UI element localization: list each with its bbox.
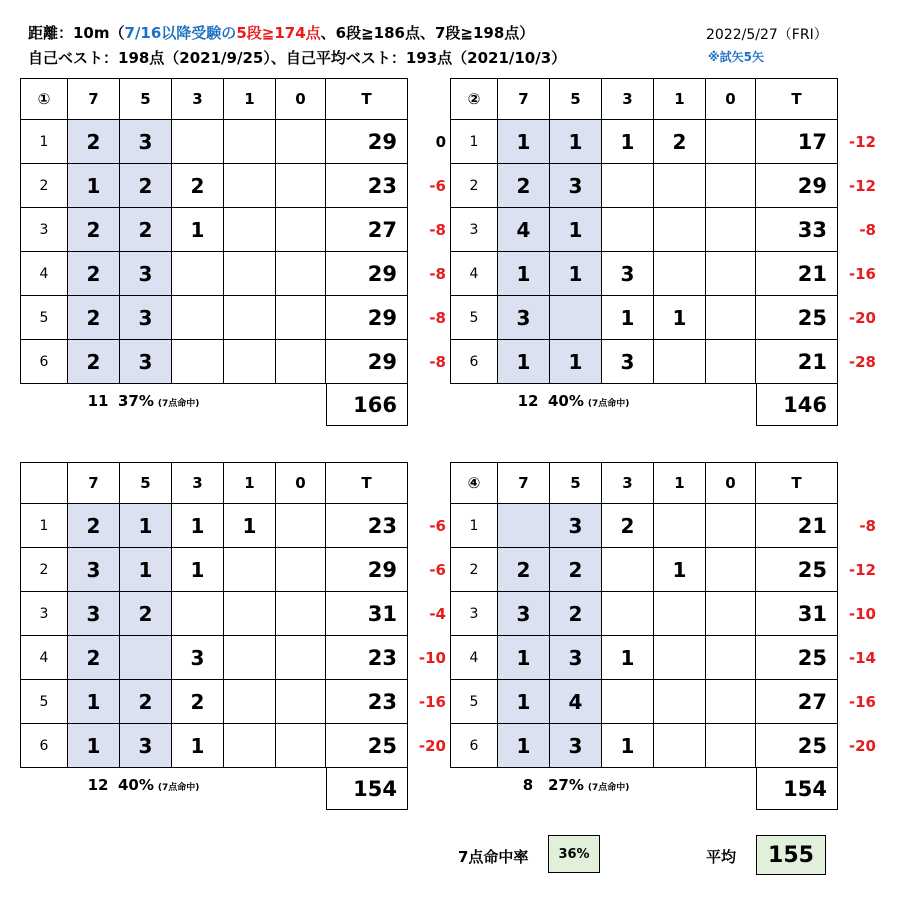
end-number: 2 (450, 548, 498, 592)
score-count-cell (706, 208, 756, 252)
column-header-1: 1 (654, 462, 706, 504)
average-value: 155 (756, 835, 826, 875)
end-total: 23 (326, 680, 408, 724)
score-count-cell: 2 (550, 548, 602, 592)
end-total: 21 (756, 252, 838, 296)
score-count-cell (224, 296, 276, 340)
sheet-sum: 154 (326, 768, 408, 810)
score-count-cell (120, 636, 172, 680)
end-total: 21 (756, 504, 838, 548)
score-count-cell (276, 208, 326, 252)
score-count-cell: 3 (550, 636, 602, 680)
score-count-cell (276, 164, 326, 208)
score-count-cell: 3 (602, 340, 654, 384)
diff-vs-max: -8 (429, 309, 446, 327)
score-count-cell (276, 636, 326, 680)
score-count-cell: 1 (172, 548, 224, 592)
hit-summary (80, 392, 199, 410)
score-count-cell (654, 252, 706, 296)
score-table-4 (450, 462, 876, 812)
end-number: 6 (20, 340, 68, 384)
hit-summary (510, 392, 629, 410)
column-header-5: 5 (550, 462, 602, 504)
score-count-cell (550, 296, 602, 340)
diff-vs-max: -8 (429, 221, 446, 239)
end-total: 25 (756, 636, 838, 680)
session-date: 2022/5/27（FRI） (706, 27, 828, 43)
seven-hit-label: (7点命中) (587, 783, 630, 793)
score-count-cell: 3 (120, 296, 172, 340)
score-count-cell: 2 (550, 592, 602, 636)
score-count-cell: 1 (602, 636, 654, 680)
diff-vs-max: -8 (429, 353, 446, 371)
end-total: 27 (756, 680, 838, 724)
score-count-cell (654, 724, 706, 768)
seven-hit-percent: 37% (118, 392, 154, 410)
score-count-cell: 3 (120, 252, 172, 296)
diff-vs-max: -8 (429, 265, 446, 283)
end-total: 29 (326, 340, 408, 384)
column-header-0: 0 (276, 462, 326, 504)
dan5-threshold-text: 5段≧174点 (236, 24, 321, 42)
end-number: 1 (20, 504, 68, 548)
score-count-cell (224, 252, 276, 296)
column-header-3: 3 (602, 462, 654, 504)
score-count-cell: 2 (68, 252, 120, 296)
diff-vs-max: -20 (848, 737, 876, 755)
score-count-cell (706, 724, 756, 768)
score-count-cell: 3 (550, 164, 602, 208)
score-count-cell (654, 164, 706, 208)
end-number: 4 (20, 252, 68, 296)
table-label-cell (20, 462, 68, 504)
end-number: 3 (450, 208, 498, 252)
score-count-cell (224, 636, 276, 680)
end-total: 21 (756, 340, 838, 384)
dan-thresholds-text: 、6段≧186点、7段≧198点） (320, 24, 535, 42)
end-number: 5 (450, 296, 498, 340)
score-count-cell: 2 (68, 504, 120, 548)
score-count-cell (224, 680, 276, 724)
column-header-T: T (326, 462, 408, 504)
end-number: 2 (450, 164, 498, 208)
end-total: 31 (326, 592, 408, 636)
score-count-cell: 1 (602, 724, 654, 768)
end-total: 31 (756, 592, 838, 636)
exam-date-text: 7/16以降受験の (124, 24, 237, 42)
end-total: 25 (756, 296, 838, 340)
hit-summary (510, 776, 629, 794)
seven-hit-count: 12 (87, 776, 109, 794)
end-total: 23 (326, 164, 408, 208)
practice-arrow-note: ※試矢5矢 (708, 50, 765, 64)
end-total: 29 (326, 548, 408, 592)
score-count-cell (706, 340, 756, 384)
score-count-cell (276, 592, 326, 636)
seven-hit-percent: 40% (118, 776, 154, 794)
end-number: 2 (20, 164, 68, 208)
end-number: 3 (20, 208, 68, 252)
score-count-cell: 2 (68, 208, 120, 252)
diff-vs-max: -20 (418, 737, 446, 755)
diff-vs-max: -8 (859, 221, 876, 239)
diff-vs-max: -8 (859, 517, 876, 535)
column-header-5: 5 (120, 462, 172, 504)
score-count-cell (706, 548, 756, 592)
score-count-cell (706, 504, 756, 548)
column-header-3: 3 (602, 78, 654, 120)
score-count-cell: 2 (68, 636, 120, 680)
end-total: 23 (326, 636, 408, 680)
score-count-cell: 1 (550, 208, 602, 252)
score-table-2 (450, 78, 876, 428)
score-count-cell: 1 (498, 252, 550, 296)
end-number: 6 (450, 724, 498, 768)
hit-rate-value: 36% (548, 835, 600, 873)
column-header-7: 7 (68, 462, 120, 504)
sheet-sum: 154 (756, 768, 838, 810)
score-count-cell (654, 636, 706, 680)
score-count-cell (654, 592, 706, 636)
end-number: 3 (20, 592, 68, 636)
score-count-cell (706, 636, 756, 680)
average-label: 平均 (706, 848, 737, 866)
column-header-T: T (326, 78, 408, 120)
end-total: 25 (756, 724, 838, 768)
score-count-cell: 1 (172, 504, 224, 548)
seven-hit-percent: 40% (548, 392, 584, 410)
end-total: 29 (326, 296, 408, 340)
seven-hit-label: (7点命中) (157, 399, 200, 409)
score-count-cell: 2 (498, 164, 550, 208)
score-count-cell (224, 120, 276, 164)
end-number: 6 (20, 724, 68, 768)
score-count-cell (276, 680, 326, 724)
score-count-cell (224, 208, 276, 252)
score-table-3 (20, 462, 446, 812)
column-header-T: T (756, 78, 838, 120)
column-header-3: 3 (172, 78, 224, 120)
score-count-cell: 1 (224, 504, 276, 548)
column-header-0: 0 (706, 78, 756, 120)
column-header-1: 1 (224, 462, 276, 504)
column-header-7: 7 (68, 78, 120, 120)
score-count-cell (276, 296, 326, 340)
diff-vs-max: -20 (848, 309, 876, 327)
score-count-cell: 3 (68, 592, 120, 636)
score-count-cell (706, 296, 756, 340)
score-count-cell: 3 (550, 724, 602, 768)
score-count-cell (276, 120, 326, 164)
score-count-cell (276, 724, 326, 768)
score-count-cell: 1 (498, 724, 550, 768)
table-label-cell: ① (20, 78, 68, 120)
score-count-cell (602, 680, 654, 724)
end-total: 17 (756, 120, 838, 164)
end-total: 25 (756, 548, 838, 592)
score-count-cell (706, 120, 756, 164)
column-header-1: 1 (654, 78, 706, 120)
diff-vs-max: 0 (435, 133, 446, 151)
score-count-cell: 1 (498, 120, 550, 164)
score-count-cell (654, 504, 706, 548)
diff-vs-max: -16 (848, 265, 876, 283)
seven-hit-percent: 27% (548, 776, 584, 794)
score-count-cell (172, 592, 224, 636)
personal-best-line: 自己ベスト：198点（2021/9/25）、自己平均ベスト：193点（2021/10/3） (28, 49, 567, 67)
score-count-cell (172, 340, 224, 384)
diff-vs-max: -6 (429, 561, 446, 579)
diff-vs-max: -6 (429, 177, 446, 195)
table-label-cell: ② (450, 78, 498, 120)
score-table-1 (20, 78, 446, 428)
hit-summary (80, 776, 199, 794)
score-count-cell: 2 (68, 120, 120, 164)
column-header-5: 5 (550, 78, 602, 120)
score-count-cell (706, 252, 756, 296)
score-count-cell (706, 164, 756, 208)
column-header-T: T (756, 462, 838, 504)
score-count-cell (602, 592, 654, 636)
diff-vs-max: -28 (848, 353, 876, 371)
score-count-cell: 2 (68, 296, 120, 340)
score-count-cell: 2 (654, 120, 706, 164)
score-count-cell: 1 (654, 548, 706, 592)
score-count-cell (706, 680, 756, 724)
score-count-cell: 1 (120, 548, 172, 592)
end-number: 4 (20, 636, 68, 680)
score-count-cell: 1 (550, 340, 602, 384)
score-count-cell: 3 (120, 120, 172, 164)
end-number: 3 (450, 592, 498, 636)
column-header-3: 3 (172, 462, 224, 504)
score-count-cell: 2 (120, 592, 172, 636)
end-number: 6 (450, 340, 498, 384)
column-header-7: 7 (498, 78, 550, 120)
score-count-cell: 3 (498, 296, 550, 340)
seven-hit-label: (7点命中) (587, 399, 630, 409)
table-label-cell: ④ (450, 462, 498, 504)
score-count-cell: 4 (498, 208, 550, 252)
score-count-cell: 1 (172, 724, 224, 768)
end-total: 25 (326, 724, 408, 768)
diff-vs-max: -10 (848, 605, 876, 623)
score-count-cell: 1 (68, 164, 120, 208)
end-number: 5 (20, 296, 68, 340)
sheet-sum: 166 (326, 384, 408, 426)
seven-hit-count: 8 (522, 776, 534, 794)
column-header-5: 5 (120, 78, 172, 120)
score-count-cell: 2 (498, 548, 550, 592)
score-count-cell (276, 504, 326, 548)
score-count-cell (654, 340, 706, 384)
score-count-cell: 1 (654, 296, 706, 340)
end-number: 2 (20, 548, 68, 592)
score-count-cell (224, 548, 276, 592)
column-header-7: 7 (498, 462, 550, 504)
score-count-cell (276, 548, 326, 592)
score-count-cell (172, 120, 224, 164)
score-count-cell (224, 592, 276, 636)
score-count-cell: 1 (68, 680, 120, 724)
score-count-cell (654, 208, 706, 252)
score-count-cell: 1 (498, 340, 550, 384)
score-count-cell: 3 (602, 252, 654, 296)
column-header-0: 0 (706, 462, 756, 504)
score-count-cell: 1 (602, 296, 654, 340)
column-header-1: 1 (224, 78, 276, 120)
score-count-cell: 1 (120, 504, 172, 548)
diff-vs-max: -10 (418, 649, 446, 667)
diff-vs-max: -16 (848, 693, 876, 711)
score-count-cell: 3 (120, 724, 172, 768)
score-count-cell: 2 (120, 164, 172, 208)
score-count-cell: 3 (120, 340, 172, 384)
diff-vs-max: -4 (429, 605, 446, 623)
score-count-cell: 3 (68, 548, 120, 592)
sheet-sum: 146 (756, 384, 838, 426)
seven-hit-label: (7点命中) (157, 783, 200, 793)
distance-text: 距離：10m（ (28, 24, 125, 42)
score-count-cell (276, 252, 326, 296)
diff-vs-max: -12 (848, 133, 876, 151)
diff-vs-max: -12 (848, 177, 876, 195)
score-count-cell: 2 (172, 680, 224, 724)
hit-rate-label: 7点命中率 (458, 848, 529, 866)
score-count-cell: 3 (172, 636, 224, 680)
score-count-cell: 2 (602, 504, 654, 548)
score-count-cell (602, 208, 654, 252)
distance-rule-line (28, 22, 534, 43)
score-count-cell (498, 504, 550, 548)
column-header-0: 0 (276, 78, 326, 120)
end-total: 23 (326, 504, 408, 548)
score-count-cell (602, 164, 654, 208)
score-count-cell: 1 (550, 120, 602, 164)
score-count-cell (172, 252, 224, 296)
score-count-cell (602, 548, 654, 592)
end-number: 1 (450, 504, 498, 548)
diff-vs-max: -14 (848, 649, 876, 667)
score-count-cell: 2 (68, 340, 120, 384)
score-count-cell: 1 (498, 680, 550, 724)
end-number: 5 (450, 680, 498, 724)
score-count-cell: 1 (172, 208, 224, 252)
score-count-cell: 1 (68, 724, 120, 768)
end-number: 4 (450, 252, 498, 296)
end-total: 27 (326, 208, 408, 252)
score-count-cell: 2 (120, 680, 172, 724)
score-count-cell (224, 340, 276, 384)
score-count-cell: 3 (498, 592, 550, 636)
diff-vs-max: -12 (848, 561, 876, 579)
score-count-cell (172, 296, 224, 340)
end-total: 29 (326, 120, 408, 164)
score-count-cell: 4 (550, 680, 602, 724)
score-count-cell: 1 (498, 636, 550, 680)
end-number: 1 (20, 120, 68, 164)
score-count-cell (224, 724, 276, 768)
end-total: 29 (756, 164, 838, 208)
diff-vs-max: -6 (429, 517, 446, 535)
score-count-cell: 1 (550, 252, 602, 296)
score-count-cell (706, 592, 756, 636)
seven-hit-count: 12 (517, 392, 539, 410)
end-number: 5 (20, 680, 68, 724)
end-total: 33 (756, 208, 838, 252)
score-count-cell (224, 164, 276, 208)
end-number: 1 (450, 120, 498, 164)
score-count-cell: 1 (602, 120, 654, 164)
score-count-cell: 3 (550, 504, 602, 548)
seven-hit-count: 11 (87, 392, 109, 410)
diff-vs-max: -16 (418, 693, 446, 711)
score-count-cell (276, 340, 326, 384)
end-number: 4 (450, 636, 498, 680)
score-count-cell: 2 (120, 208, 172, 252)
score-count-cell (654, 680, 706, 724)
end-total: 29 (326, 252, 408, 296)
score-count-cell: 2 (172, 164, 224, 208)
